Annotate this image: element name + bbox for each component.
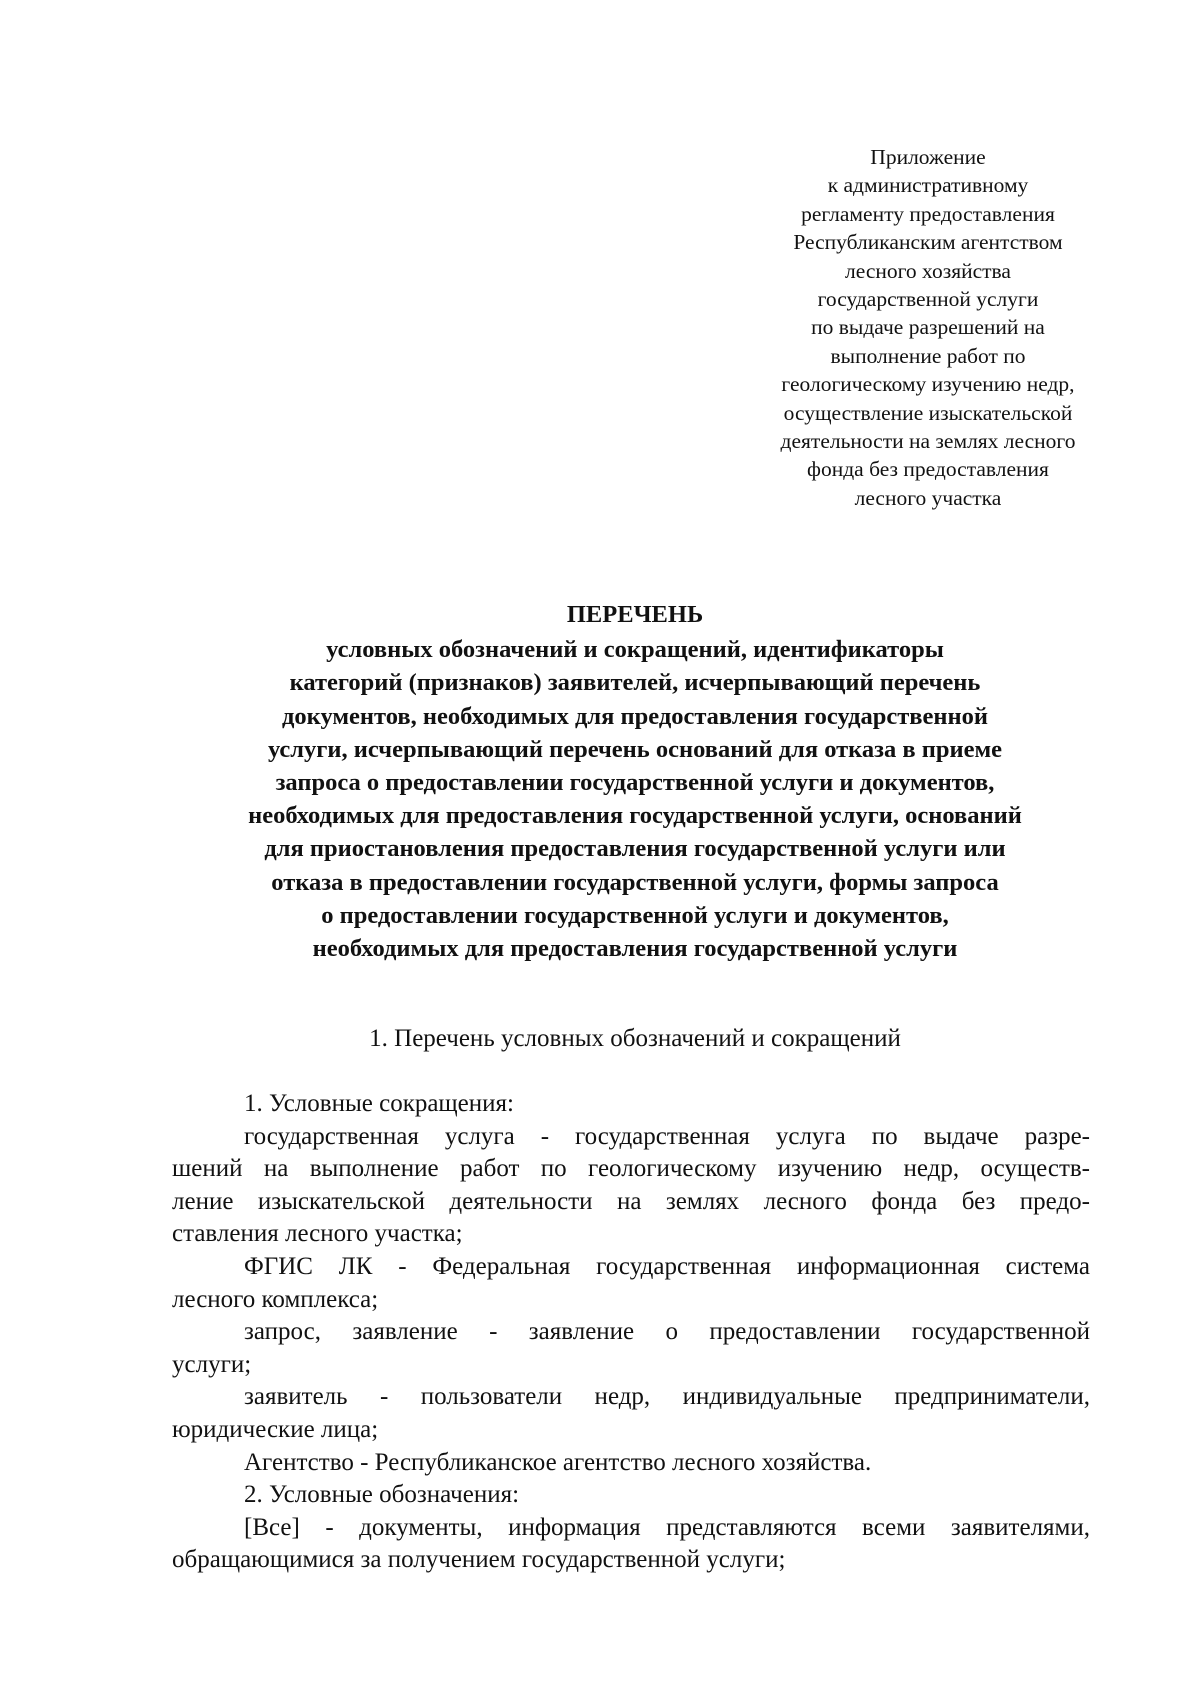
paragraph-line: Агентство - Республиканское агентство лесного хозяйства. [244,1448,872,1476]
title-line: категорий (признаков) заявителей, исчерпывающий перечень [289,669,981,697]
annex-line: регламенту предоставления [801,201,1055,226]
paragraph-line: лесного комплекса; [172,1285,379,1313]
list-heading: 1. Условные сокращения: [244,1090,514,1117]
title-line: отказа в предоставлении государственной услуги, формы запроса [271,868,999,896]
paragraph-line: [Все] - документы, информация представляются всеми заявителями, [244,1513,1090,1541]
annex-header [738,143,1118,512]
paragraph-line: ФГИС ЛК - Федеральная государственная информационная система [244,1252,1090,1280]
title-line: документов, необходимых для предоставления государственной [282,702,988,730]
paragraph-line: ление изыскательской деятельности на землях лесного фонда без предо- [172,1187,1090,1215]
paragraph-line: услуги; [172,1350,252,1378]
annex-line: по выдаче разрешений на [811,315,1045,340]
list-heading: 2. Условные обозначения: [244,1481,520,1509]
title-main: ПЕРЕЧЕНЬ [566,601,704,628]
title-line: необходимых для предоставления государственной услуги, оснований [248,802,1022,830]
annex-line: Республиканским агентством [793,230,1063,255]
title-line: для приостановления предоставления государственной услуги или [264,835,1006,863]
annex-line: выполнение работ по [830,343,1026,368]
paragraph-line: обращающимися за получением государственной услуги; [172,1546,786,1574]
paragraph-line: ставления лесного участка; [172,1220,463,1248]
annex-line: Приложение [870,145,986,169]
title-line: необходимых для предоставления государственной услуги [312,935,958,963]
annex-line: осуществление изыскательской [783,400,1073,425]
paragraph-line: государственная услуга - государственная услуга по выдаче разре- [244,1122,1090,1150]
paragraph-line: юридические лица; [172,1415,379,1443]
title-line: о предоставлении государственной услуги и документов, [321,901,949,929]
title-line: условных обозначений и сокращений, идентификаторы [326,636,944,664]
annex-line: лесного хозяйства [845,258,1011,283]
document-title [160,598,1110,965]
annex-line: геологическому изучению недр, [781,372,1075,397]
annex-line: лесного участка [854,485,1002,510]
paragraph-line: запрос, заявление - заявление о предоставлении государственной [244,1318,1090,1346]
annex-line: деятельности на землях лесного [780,429,1076,454]
annex-line: к административному [827,173,1029,198]
section-heading: 1. Перечень условных обозначений и сокращений [369,1025,901,1052]
paragraph-line: заявитель - пользователи недр, индивидуальные предприниматели, [244,1383,1090,1411]
body-text [172,1088,1090,1577]
annex-line: государственной услуги [817,287,1039,312]
paragraph-line: шений на выполнение работ по геологическому изучению недр, осуществ- [172,1155,1090,1183]
title-line: запроса о предоставлении государственной услуги и документов, [275,769,995,797]
title-line: услуги, исчерпывающий перечень оснований для отказа в приеме [267,735,1003,763]
annex-line: фонда без предоставления [807,457,1049,482]
